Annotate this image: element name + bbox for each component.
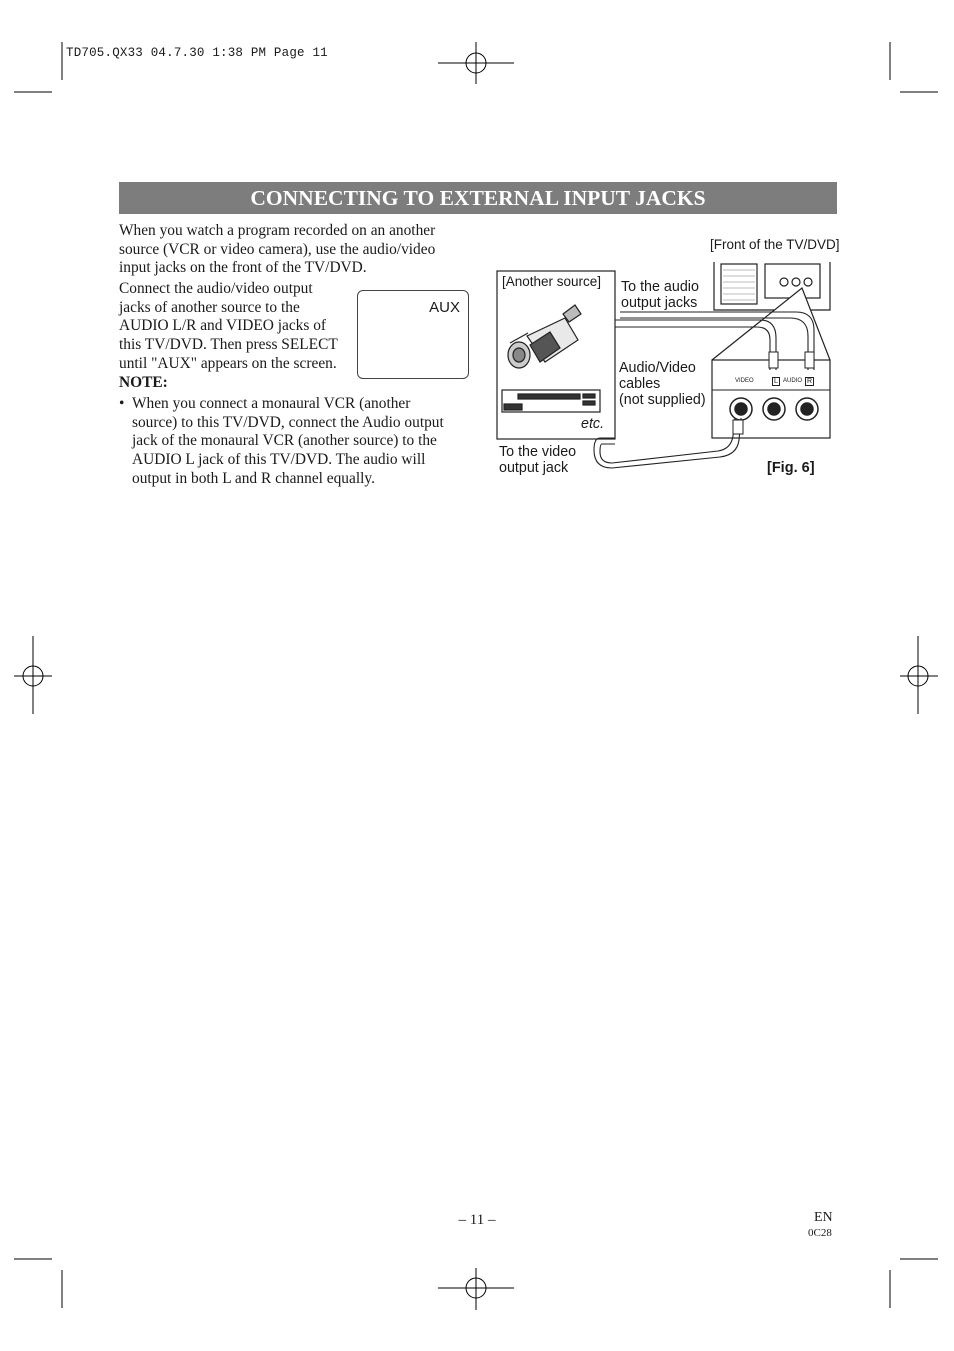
video-plug: [733, 420, 743, 434]
label-line: (not supplied): [619, 392, 706, 408]
aux-screen-text: AUX: [429, 299, 460, 316]
note-line: source) to this TV/DVD, connect the Audio output: [132, 413, 444, 431]
label-line: To the audio: [621, 279, 699, 295]
label-line: cables: [619, 376, 661, 392]
panel-audio-text: AUDIO: [783, 378, 803, 384]
panel-video-text: VIDEO: [735, 378, 754, 384]
connect-line: until "AUX" appears on the screen.: [119, 354, 337, 372]
connect-line: Connect the audio/video output: [119, 280, 313, 297]
figure-number: [Fig. 6]: [767, 460, 815, 476]
note-line: When you connect a monaural VCR (another: [132, 395, 411, 412]
camcorder-icon: [508, 305, 581, 368]
print-slug: TD705.QX33 04.7.30 1:38 PM Page 11: [66, 46, 328, 60]
label-line: Audio/Video: [619, 360, 696, 376]
label-line: output jacks: [621, 295, 698, 311]
another-source-label: [Another source]: [502, 274, 602, 289]
connect-line: jacks of another source to the: [119, 298, 300, 316]
intro-paragraph: When you watch a program recorded on an another source (VCR or video camera), use the audio/video input jacks on the front of the TV/DVD.: [119, 222, 436, 277]
label-line: output jack: [499, 460, 569, 476]
jack-sockets: [730, 398, 818, 420]
video-output-label: [499, 444, 576, 476]
label-line: To the video: [499, 444, 577, 460]
note-line: jack of the monaural VCR (another source) to the: [132, 432, 437, 450]
panel-r-text: R: [807, 378, 813, 385]
tv-front-icon: [714, 262, 830, 310]
audio-output-label: [621, 279, 699, 311]
note-line: output in both L and R channel equally.: [132, 469, 375, 487]
note-bullet: •: [119, 395, 125, 412]
note-line: AUDIO L jack of this TV/DVD. The audio will: [132, 451, 426, 469]
section-title: CONNECTING TO EXTERNAL INPUT JACKS: [250, 186, 706, 210]
etc-label: etc.: [581, 416, 605, 432]
language-code: EN: [814, 1210, 833, 1225]
panel-l-text: L: [774, 378, 778, 385]
connect-line: AUDIO L/R and VIDEO jacks of: [119, 317, 327, 335]
cable-label: [619, 360, 706, 408]
front-of-tv-label: [Front of the TV/DVD]: [710, 237, 840, 252]
vcr-icon: [502, 390, 600, 412]
connect-line: this TV/DVD. Then press SELECT: [119, 336, 338, 354]
note-heading: NOTE:: [119, 374, 168, 391]
model-code: 0C28: [808, 1227, 832, 1239]
page-number: – 11 –: [458, 1212, 496, 1228]
